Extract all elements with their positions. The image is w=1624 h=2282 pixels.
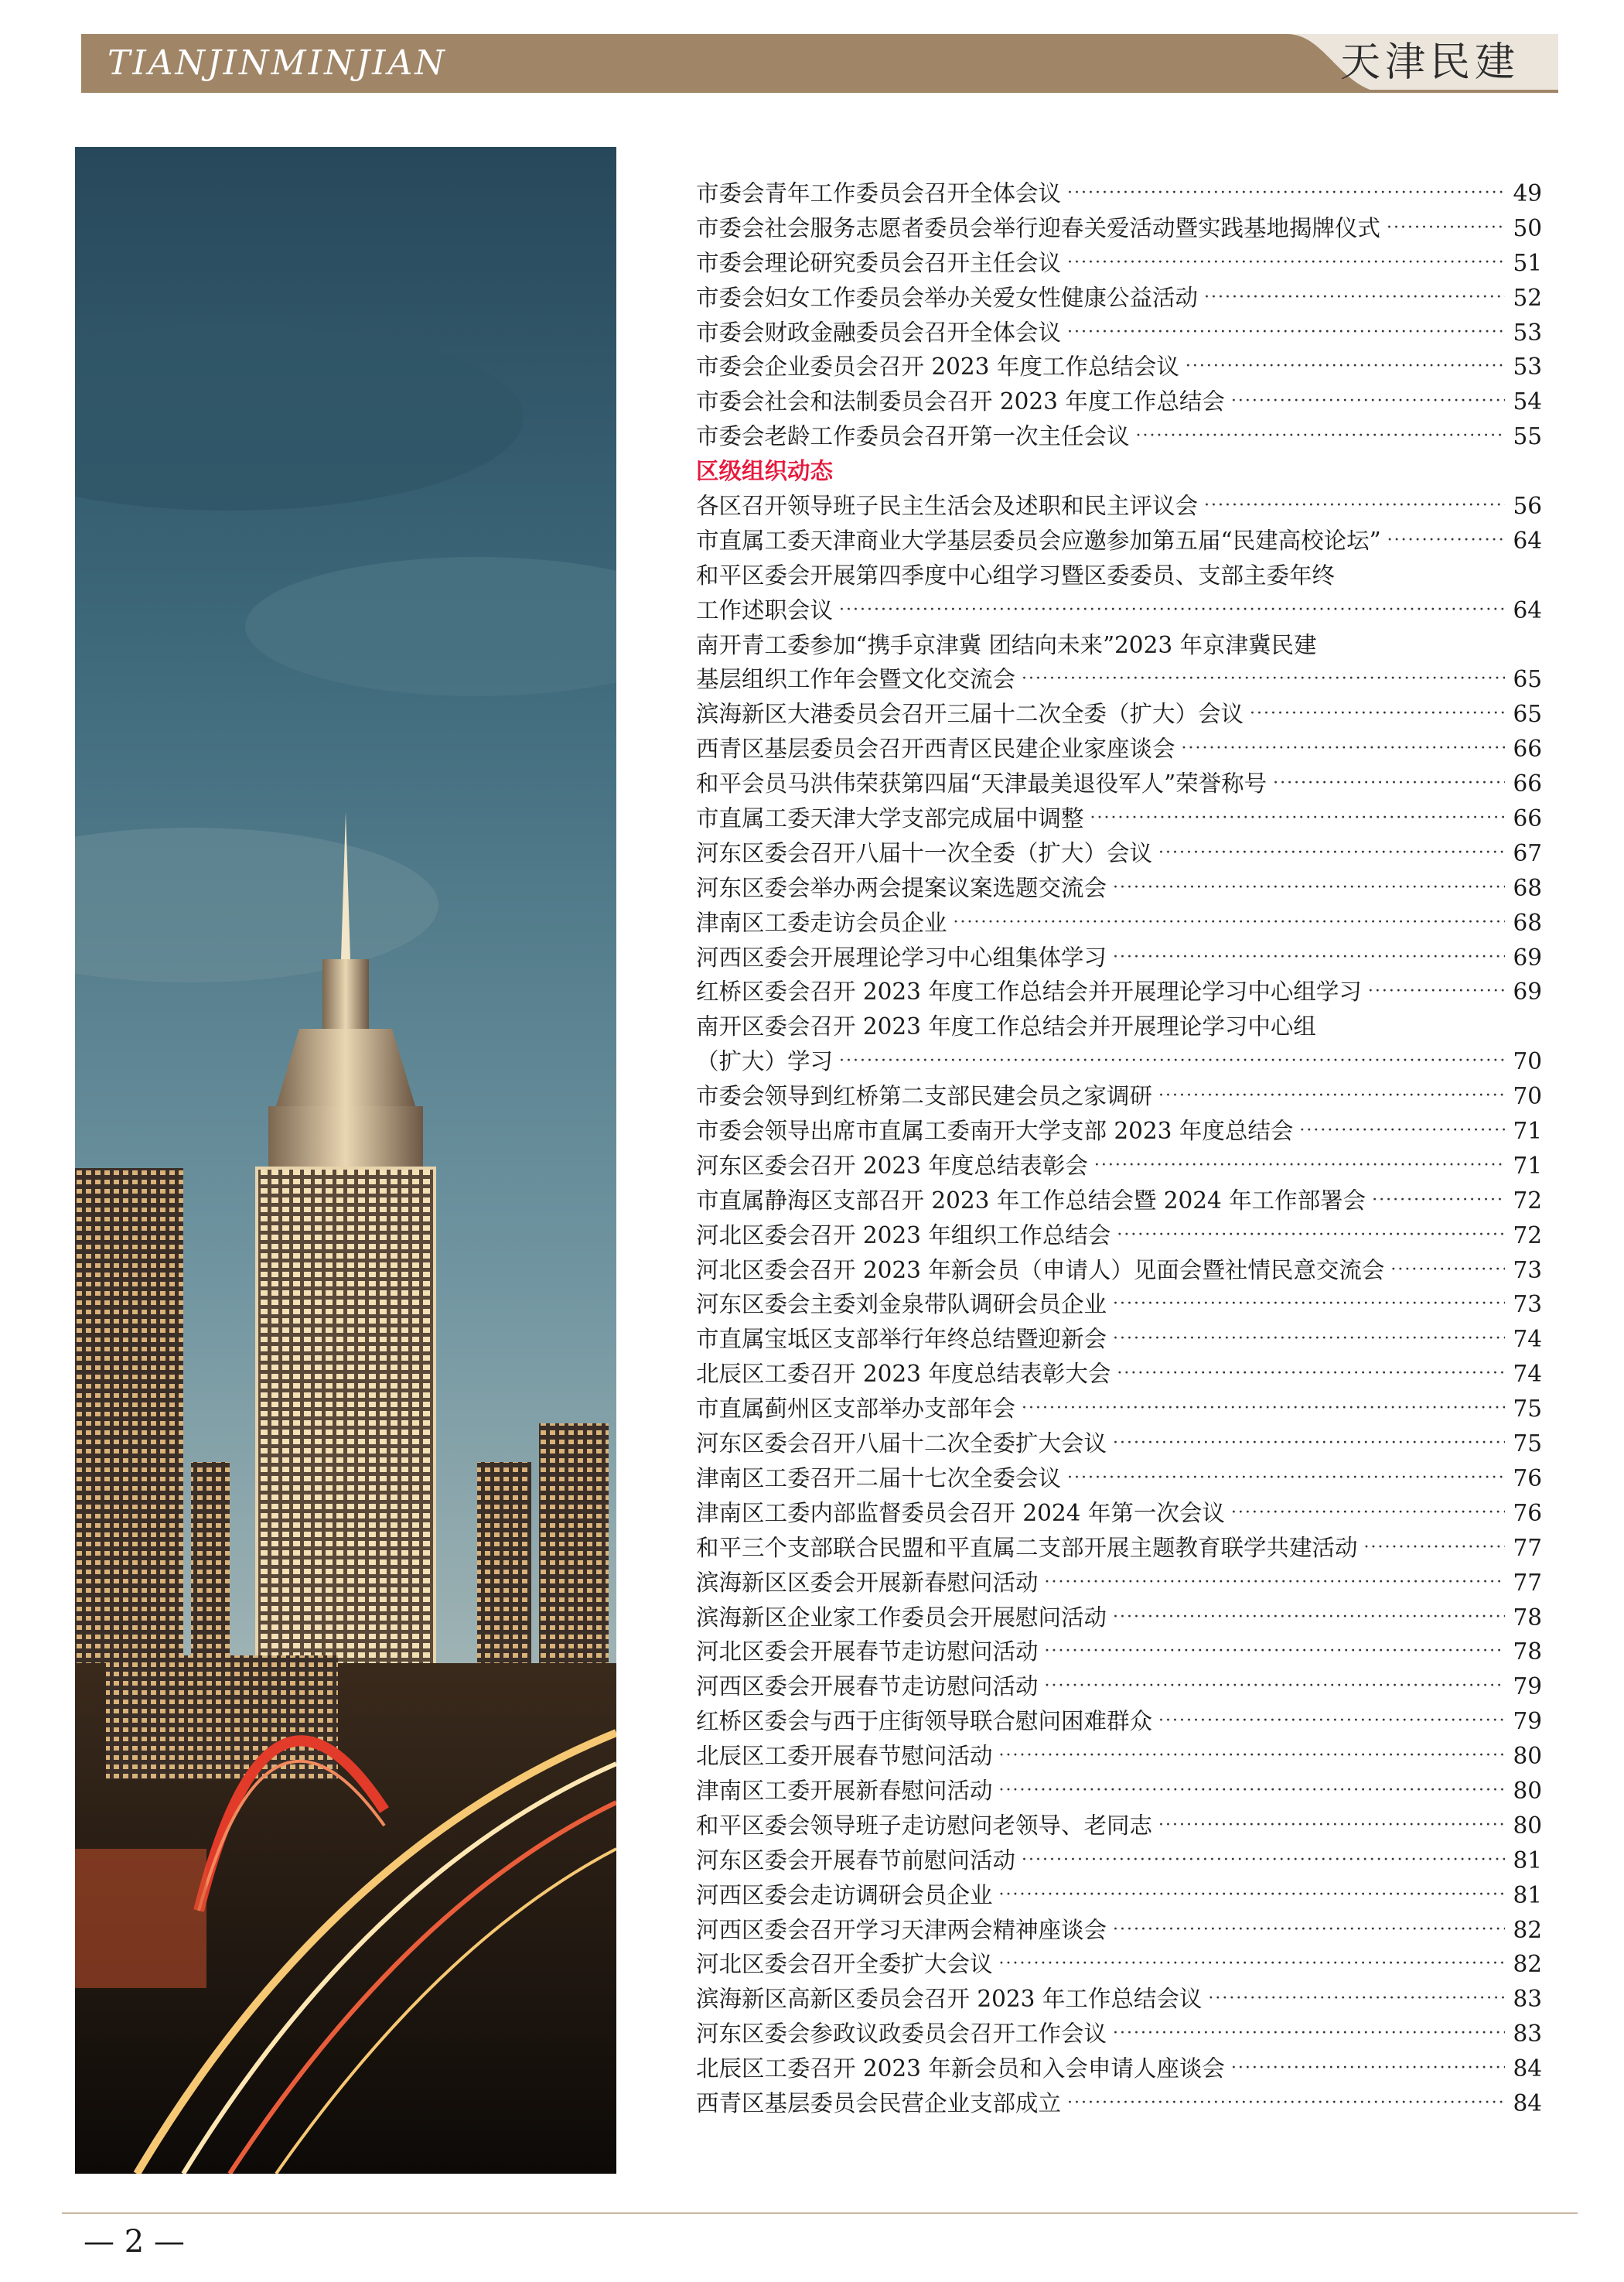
toc-entry	[696, 593, 1542, 628]
toc-entry-page: 82	[1513, 1916, 1542, 1943]
toc-entry-page: 54	[1513, 388, 1542, 415]
toc-entry-title: 红桥区委会召开 2023 年度工作总结会并开展理论学习中心组学习	[696, 979, 1362, 1006]
toc-entry-title: 和平会员马洪伟荣获第四届“天津最美退役军人”荣誉称号	[696, 770, 1267, 798]
toc-leader-dots	[1067, 176, 1505, 211]
toc-entry	[696, 1809, 1542, 1843]
toc-leader-dots	[1231, 2051, 1505, 2086]
toc-entry-page: 65	[1513, 666, 1542, 693]
toc-entry-page: 78	[1513, 1638, 1542, 1665]
toc-entry	[696, 1669, 1542, 1704]
toc-entry-page: 80	[1513, 1777, 1542, 1804]
toc-entry-page: 53	[1513, 319, 1542, 346]
toc-entry-title: 滨海新区企业家工作委员会开展慰问活动	[696, 1604, 1107, 1631]
toc-entry-page: 67	[1513, 839, 1542, 866]
toc-entry-title: 河北区委会召开 2023 年新会员（申请人）见面会暨社情民意交流会	[696, 1256, 1385, 1283]
toc-entry-title: 市直属工委天津商业大学基层委员会应邀参加第五届“民建高校论坛”	[696, 527, 1381, 554]
toc-leader-dots	[1368, 975, 1505, 1009]
toc-entry-title: 河北区委会召开 2023 年组织工作总结会	[696, 1221, 1111, 1249]
footer-divider	[62, 2212, 1578, 2214]
toc-entry	[696, 211, 1542, 246]
toc-entry-page: 79	[1513, 1708, 1542, 1735]
toc-entry	[696, 2017, 1542, 2051]
toc-leader-dots	[1045, 1635, 1505, 1669]
toc-entry-title: 河东区委会主委刘金泉带队调研会员企业	[696, 1291, 1107, 1318]
toc-entry-page: 71	[1513, 1118, 1542, 1145]
toc-leader-dots	[1208, 1982, 1505, 2017]
toc-entry-page: 72	[1513, 1221, 1542, 1249]
toc-entry-title: 市直属蓟州区支部举办支部年会	[696, 1396, 1016, 1423]
toc-entry-title: 河西区委会开展春节走访慰问活动	[696, 1673, 1039, 1700]
toc-leader-dots	[1067, 246, 1505, 281]
toc-leader-dots	[1158, 1079, 1505, 1114]
toc-entry-page: 73	[1513, 1291, 1542, 1318]
header-chinese-title: 天津民建	[1339, 39, 1520, 86]
toc-entry-title: 津南区工委走访会员企业	[696, 909, 947, 936]
toc-entry-page: 74	[1513, 1326, 1542, 1353]
toc-entry-title: 河西区委会走访调研会员企业	[696, 1881, 993, 1908]
toc-entry-title: 市委会青年工作委员会召开全体会议	[696, 179, 1062, 207]
toc-entry-page: 64	[1513, 596, 1542, 623]
toc-entry	[696, 1253, 1542, 1288]
toc-entry	[696, 767, 1542, 801]
toc-leader-dots	[1158, 1704, 1505, 1739]
toc-entry-title: 市委会企业委员会召开 2023 年度工作总结会议	[696, 354, 1179, 381]
toc-entry-title: 各区召开领导班子民主生活会及述职和民主评议会	[696, 493, 1199, 519]
toc-leader-dots	[1113, 1287, 1505, 1322]
toc-entry-title: 河东区委会召开八届十二次全委扩大会议	[696, 1430, 1107, 1457]
toc-leader-dots	[1113, 2017, 1505, 2051]
toc-entry	[696, 1392, 1542, 1426]
toc-entry-page: 52	[1513, 284, 1542, 311]
toc-entry	[696, 662, 1542, 697]
toc-entry	[696, 1009, 1542, 1044]
toc-entry-title: 市委会社会服务志愿者委员会举行迎春关爱活动暨实践基地揭牌仪式	[696, 214, 1381, 241]
toc-entry-page: 77	[1513, 1569, 1542, 1596]
toc-leader-dots	[1231, 1496, 1505, 1531]
toc-leader-dots	[1204, 489, 1505, 524]
toc-entry-title: 市直属静海区支部召开 2023 年工作总结会暨 2024 年工作部署会	[696, 1187, 1366, 1214]
toc-leader-dots	[1067, 2086, 1505, 2121]
toc-entry-page: 80	[1513, 1812, 1542, 1839]
toc-entry-title: 市委会老龄工作委员会召开第一次主任会议	[696, 423, 1130, 450]
toc-entry	[696, 1739, 1542, 1774]
toc-leader-dots	[1045, 1669, 1505, 1704]
toc-entry-page: 53	[1513, 354, 1542, 381]
toc-entry-page: 49	[1513, 179, 1542, 207]
toc-entry-page: 76	[1513, 1464, 1542, 1491]
toc-entry	[696, 350, 1542, 384]
toc-entry-title: 市委会领导到红桥第二支部民建会员之家调研	[696, 1083, 1153, 1110]
toc-entry-page: 78	[1513, 1604, 1542, 1631]
toc-leader-dots	[1113, 1913, 1505, 1948]
toc-entry-title: 河东区委会召开八届十一次全委（扩大）会议	[696, 839, 1153, 866]
toc-entry	[696, 1288, 1542, 1323]
toc-entry	[696, 1635, 1542, 1669]
toc-entry-title: 西青区基层委员会民营企业支部成立	[696, 2089, 1062, 2116]
toc-entry	[696, 1878, 1542, 1913]
toc-entry-title: 北辰区工委开展春节慰问活动	[696, 1743, 993, 1770]
toc-entry-page: 73	[1513, 1256, 1542, 1283]
header-latin-title: TIANJINMINJIAN	[107, 43, 447, 83]
toc-entry-title: 北辰区工委召开 2023 年度总结表彰大会	[696, 1361, 1111, 1388]
toc-entry	[696, 1114, 1542, 1149]
toc-leader-dots	[1113, 1322, 1505, 1357]
toc-entry-title: 西青区基层委员会召开西青区民建企业家座谈会	[696, 736, 1175, 763]
toc-leader-dots	[1387, 524, 1505, 559]
toc-leader-dots	[1113, 941, 1505, 975]
toc-leader-dots	[1113, 1426, 1505, 1461]
toc-leader-dots	[1113, 871, 1505, 906]
toc-leader-dots	[1045, 1566, 1505, 1600]
toc-leader-dots	[999, 1878, 1505, 1913]
toc-entry-page: 51	[1513, 249, 1542, 276]
toc-entry	[696, 1600, 1542, 1635]
toc-leader-dots	[999, 1774, 1505, 1809]
toc-entry-title: 河东区委会参政议政委员会召开工作会议	[696, 2021, 1107, 2048]
toc-entry	[696, 801, 1542, 836]
toc-entry-title: 基层组织工作年会暨文化交流会	[696, 666, 1016, 693]
toc-entry	[696, 1218, 1542, 1253]
cityscape-photo	[75, 147, 616, 2174]
toc-entry-page: 70	[1513, 1083, 1542, 1110]
toc-entry-page: 81	[1513, 1846, 1542, 1874]
toc-entry-page: 79	[1513, 1673, 1542, 1700]
toc-entry-page: 83	[1513, 1986, 1542, 2013]
toc-entry	[696, 941, 1542, 975]
toc-entry	[696, 419, 1542, 454]
toc-leader-dots	[1158, 836, 1505, 871]
toc-entry-title: 市委会领导出席市直属工委南开大学支部 2023 年度总结会	[696, 1118, 1294, 1145]
toc-leader-dots	[1364, 1531, 1505, 1566]
toc-entry-page: 74	[1513, 1361, 1542, 1388]
toc-entry	[696, 1531, 1542, 1566]
toc-entry-page: 84	[1513, 2089, 1542, 2116]
toc-leader-dots	[1273, 767, 1505, 801]
toc-entry	[696, 176, 1542, 211]
toc-entry	[696, 1913, 1542, 1948]
toc-entry-page: 75	[1513, 1430, 1542, 1457]
toc-entry	[696, 975, 1542, 1009]
toc-entry-page: 66	[1513, 736, 1542, 763]
toc-entry-page: 82	[1513, 1951, 1542, 1978]
toc-entry-title: 河东区委会举办两会提案议案选题交流会	[696, 874, 1107, 901]
toc-leader-dots	[1158, 1809, 1505, 1843]
toc-entry-title: 津南区工委开展新春慰问活动	[696, 1777, 993, 1804]
toc-entry-title: 河东区委会召开 2023 年度总结表彰会	[696, 1152, 1088, 1179]
toc-entry	[696, 384, 1542, 419]
toc-entry-title: 河西区委会开展理论学习中心组集体学习	[696, 944, 1107, 971]
toc-leader-dots	[839, 1044, 1505, 1079]
toc-entry	[696, 2051, 1542, 2086]
toc-entry	[696, 1774, 1542, 1809]
toc-entry	[696, 246, 1542, 281]
toc-entry	[696, 559, 1542, 593]
toc-entry-page: 76	[1513, 1499, 1542, 1526]
toc-entry-title: 滨海新区高新区委员会召开 2023 年工作总结会议	[696, 1986, 1203, 2013]
toc-entry-page: 66	[1513, 805, 1542, 832]
toc-entry	[696, 1426, 1542, 1461]
toc-entry	[696, 1322, 1542, 1357]
toc-entry-title: 和平三个支部联合民盟和平直属二支部开展主题教育联学共建活动	[696, 1534, 1358, 1561]
toc-entry-page: 65	[1513, 701, 1542, 728]
toc-entry	[696, 1184, 1542, 1218]
toc-leader-dots	[1113, 1600, 1505, 1635]
toc-leader-dots	[1067, 316, 1505, 350]
toc-entry	[696, 1149, 1542, 1184]
toc-leader-dots	[1390, 1253, 1505, 1288]
toc-entry-page: 66	[1513, 770, 1542, 798]
toc-entry	[696, 489, 1542, 524]
toc-entry-title: 津南区工委内部监督委员会召开 2024 年第一次会议	[696, 1499, 1225, 1526]
toc-leader-dots	[1299, 1114, 1505, 1149]
toc-leader-dots	[1231, 384, 1505, 419]
toc-entry-title: 河北区委会召开全委扩大会议	[696, 1951, 993, 1978]
toc-entry-title: 滨海新区区委会开展新春慰问活动	[696, 1569, 1039, 1596]
toc-entry-title: 南开区委会召开 2023 年度工作总结会并开展理论学习中心组	[696, 1013, 1316, 1040]
toc-entry	[696, 524, 1542, 559]
toc-entry-page: 80	[1513, 1743, 1542, 1770]
toc-entry-page: 75	[1513, 1396, 1542, 1423]
toc-leader-dots	[1204, 281, 1505, 316]
toc-leader-dots	[999, 1947, 1505, 1982]
toc-entry	[696, 1044, 1542, 1079]
toc-entry-title: 市直属工委天津大学支部完成届中调整	[696, 805, 1084, 832]
toc-entry	[696, 1461, 1542, 1496]
toc-leader-dots	[1117, 1357, 1505, 1392]
toc-entry-page: 55	[1513, 423, 1542, 450]
toc-entry-page: 69	[1513, 979, 1542, 1006]
toc-leader-dots	[1090, 801, 1505, 836]
toc-entry-title: 和平区委会领导班子走访慰问老领导、老同志	[696, 1812, 1153, 1839]
toc-entry	[696, 628, 1542, 663]
toc-entry	[696, 732, 1542, 767]
toc-entry-title: 和平区委会开展第四季度中心组学习暨区委委员、支部主委年终	[696, 562, 1336, 589]
toc-leader-dots	[1117, 1218, 1505, 1253]
toc-entry	[696, 871, 1542, 906]
toc-leader-dots	[1387, 211, 1505, 246]
toc-entry	[696, 2086, 1542, 2121]
toc-entry-page: 77	[1513, 1534, 1542, 1561]
toc-entry	[696, 1566, 1542, 1600]
toc-entry-title: 红桥区委会与西于庄街领导联合慰问困难群众	[696, 1708, 1153, 1735]
toc-entry	[696, 1843, 1542, 1878]
toc-entry-page: 81	[1513, 1881, 1542, 1908]
toc-entry	[696, 697, 1542, 732]
toc-entry-title: 滨海新区大港委员会召开三届十二次全委（扩大）会议	[696, 701, 1244, 728]
page-number: — 2 —	[84, 2224, 185, 2260]
toc-entry-page: 50	[1513, 214, 1542, 241]
toc-entry	[696, 1947, 1542, 1982]
toc-leader-dots	[1186, 350, 1505, 384]
toc-entry	[696, 316, 1542, 350]
toc-entry	[696, 1079, 1542, 1114]
toc-entry-title: 北辰区工委召开 2023 年新会员和入会申请人座谈会	[696, 2055, 1225, 2082]
toc-entry-page: 71	[1513, 1152, 1542, 1179]
page-header	[81, 34, 1558, 93]
toc-entry-page: 68	[1513, 909, 1542, 936]
toc-section-entries	[696, 489, 1542, 2121]
toc-entry-page: 56	[1513, 493, 1542, 519]
toc-entry-title: 津南区工委召开二届十七次全委会议	[696, 1464, 1062, 1491]
toc-entry-page: 69	[1513, 944, 1542, 971]
toc-top-entries	[696, 176, 1542, 454]
toc-entry-page: 64	[1513, 527, 1542, 554]
toc-entry	[696, 836, 1542, 871]
toc-entry-page: 84	[1513, 2055, 1542, 2082]
toc-entry-page: 68	[1513, 874, 1542, 901]
toc-entry-title: 南开青工委参加“携手京津冀 团结向未来”2023 年京津冀民建	[696, 631, 1317, 658]
toc-entry-page: 83	[1513, 2021, 1542, 2048]
toc-entry	[696, 1982, 1542, 2017]
toc-entry-title: 河西区委会召开学习天津两会精神座谈会	[696, 1916, 1107, 1943]
toc-leader-dots	[1182, 732, 1505, 767]
toc-leader-dots	[1022, 662, 1505, 697]
toc-entry-title: 市委会财政金融委员会召开全体会议	[696, 319, 1062, 346]
toc-leader-dots	[999, 1739, 1505, 1774]
toc-leader-dots	[1022, 1843, 1505, 1878]
toc-entry-page: 70	[1513, 1048, 1542, 1075]
toc-entry-title: 市委会社会和法制委员会召开 2023 年度工作总结会	[696, 388, 1225, 415]
toc-leader-dots	[1094, 1149, 1505, 1184]
toc-entry-title: 市委会理论研究委员会召开主任会议	[696, 249, 1062, 276]
toc-entry-title: 市直属宝坻区支部举行年终总结暨迎新会	[696, 1326, 1107, 1353]
toc-leader-dots	[954, 906, 1505, 941]
toc-entry	[696, 906, 1542, 941]
toc-leader-dots	[1022, 1392, 1505, 1426]
toc-entry-title: 河东区委会开展春节前慰问活动	[696, 1846, 1016, 1874]
toc-leader-dots	[1250, 697, 1505, 732]
toc-entry-page: 72	[1513, 1187, 1542, 1214]
toc-section-title: 区级组织动态	[696, 457, 834, 485]
table-of-contents	[696, 176, 1542, 2121]
toc-entry	[696, 1704, 1542, 1739]
toc-leader-dots	[1136, 419, 1505, 454]
toc-entry-title: 市委会妇女工作委员会举办关爱女性健康公益活动	[696, 284, 1199, 311]
toc-entry-title: 河北区委会开展春节走访慰问活动	[696, 1638, 1039, 1665]
toc-entry	[696, 281, 1542, 316]
toc-entry	[696, 1357, 1542, 1392]
toc-leader-dots	[839, 593, 1505, 628]
toc-leader-dots	[1372, 1184, 1505, 1218]
toc-entry-title: 工作述职会议	[696, 596, 834, 623]
toc-entry-title: （扩大）学习	[696, 1048, 834, 1075]
toc-entry	[696, 1496, 1542, 1531]
toc-leader-dots	[1067, 1461, 1505, 1496]
